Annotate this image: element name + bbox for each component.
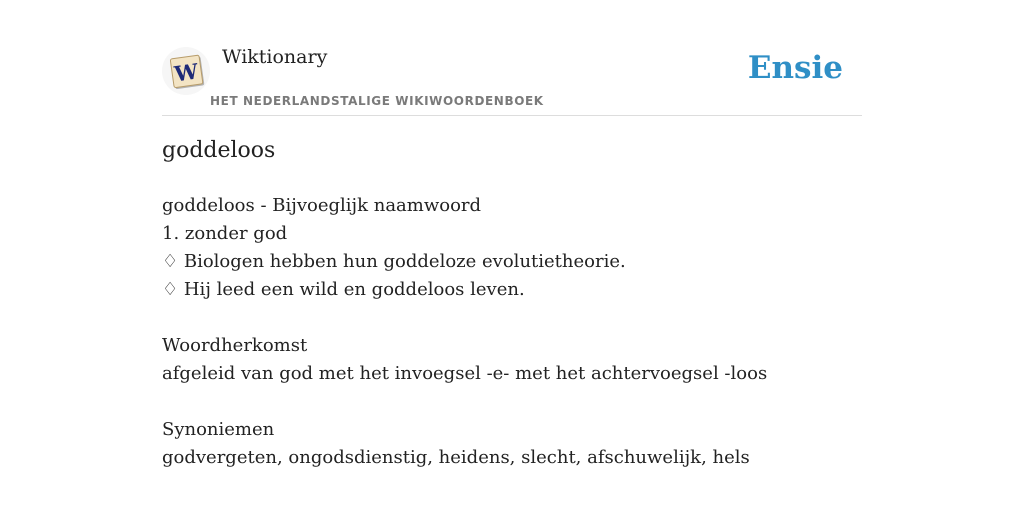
synonyms-heading: Synoniemen	[162, 419, 275, 440]
wiktionary-logo-icon[interactable]	[162, 47, 210, 95]
etymology-text: afgeleid van god met het invoegsel -e- met het achtervoegsel -loos	[162, 363, 768, 384]
page-container	[162, 0, 862, 512]
site-name[interactable]: Wiktionary	[222, 46, 328, 68]
site-tagline: HET NEDERLANDSTALIGE WIKIWOORDENBOEK	[210, 94, 544, 108]
section-spacer	[162, 304, 862, 332]
synonyms-text: godvergeten, ongodsdienstig, heidens, slecht, afschuwelijk, hels	[162, 447, 750, 468]
page-title: goddeloos	[162, 138, 276, 163]
logo-letter: W	[172, 58, 200, 87]
example-item: ♢ Hij leed een wild en goddeloos leven.	[162, 279, 525, 300]
definition-heading: goddeloos - Bijvoeglijk naamwoord	[162, 195, 482, 216]
example-item: ♢ Biologen hebben hun goddeloze evolutietheorie.	[162, 251, 626, 272]
section-spacer	[162, 388, 862, 416]
ensie-brand-link[interactable]: Ensie	[747, 50, 843, 86]
definition-item: 1. zonder god	[162, 223, 288, 244]
entry-content	[162, 192, 862, 472]
wiktionary-tile-icon	[162, 47, 210, 95]
site-header	[162, 0, 862, 116]
etymology-heading: Woordherkomst	[162, 335, 308, 356]
